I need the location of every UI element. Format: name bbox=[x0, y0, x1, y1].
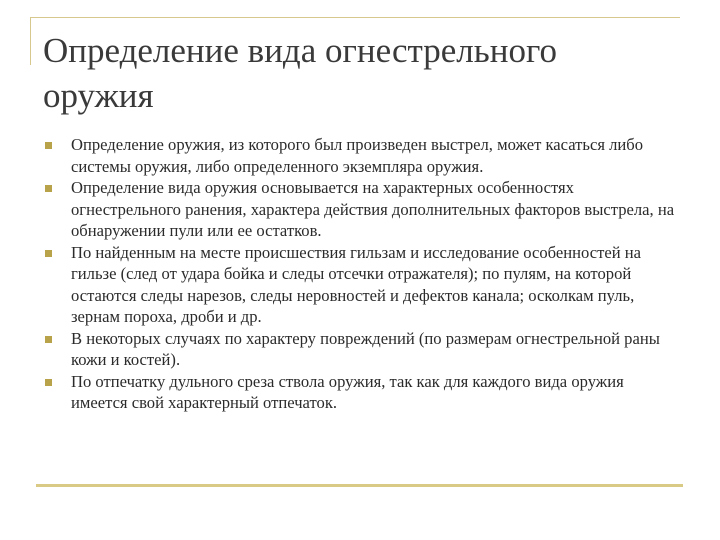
square-bullet-icon bbox=[45, 142, 52, 149]
bullet-text: Определение вида оружия основывается на характерных особенностях огнестрельного ранения, характера действия дополнительных факторов выстрела, на обнаружении пули или ее остатков. bbox=[71, 178, 675, 240]
bullet-text: По найденным на месте происшествия гильзам и исследование особенностей на гильзе (след от удара бойка и следы отсечки отражателя); по пулям, на которой остаются следы нарезов, следы неровностей и дефектов канала; осколкам пуль, зернам пороха, дроби и др. bbox=[71, 242, 641, 326]
bullet-item bbox=[44, 328, 676, 371]
bullet-item bbox=[44, 371, 676, 414]
bullet-text: По отпечатку дульного среза ствола оружия, так как для каждого вида оружия имеется свой характерный отпечаток. bbox=[71, 371, 624, 412]
bullet-text: Определение оружия, из которого был произведен выстрел, может касаться либо системы оружия, либо определенного экземпляра оружия. bbox=[71, 135, 644, 176]
bullet-item bbox=[44, 177, 676, 242]
left-rule-line bbox=[30, 17, 31, 65]
square-bullet-icon bbox=[45, 250, 52, 257]
slide-title: Определение вида огнестрельного оружия bbox=[43, 31, 557, 115]
square-bullet-icon bbox=[45, 336, 52, 343]
square-bullet-icon bbox=[45, 379, 52, 386]
bullet-list bbox=[44, 134, 676, 414]
bullet-item bbox=[44, 242, 676, 328]
square-bullet-icon bbox=[45, 185, 52, 192]
bottom-rule-line bbox=[36, 484, 683, 487]
top-rule-line bbox=[30, 17, 680, 18]
bullet-text: В некоторых случаях по характеру повреждений (по размерам огнестрельной раны кожи и костей). bbox=[71, 328, 660, 369]
bullet-item bbox=[44, 134, 676, 177]
